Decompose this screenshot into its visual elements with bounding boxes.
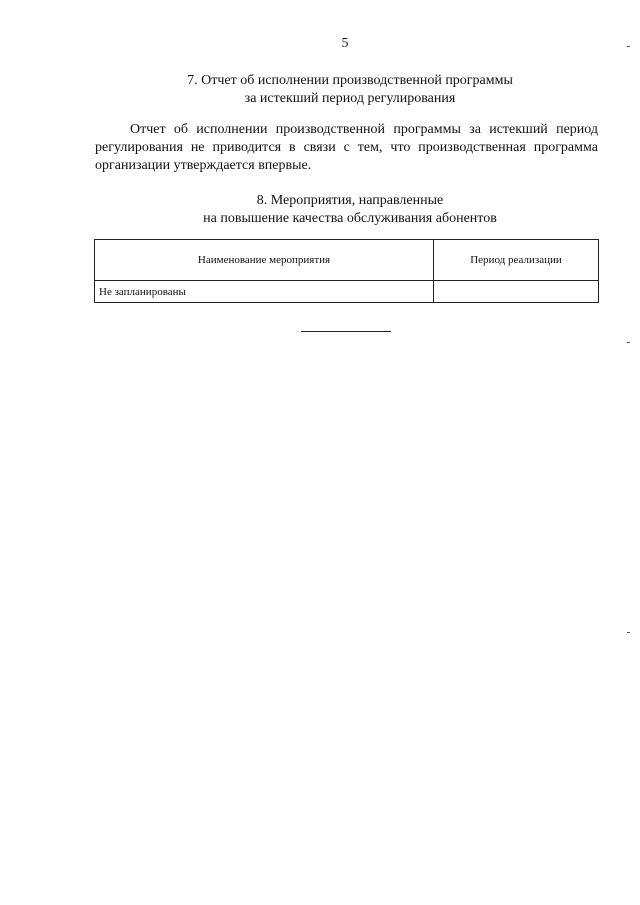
section-8-title [100,192,600,228]
column-header-measure-name: Наименование мероприятия [95,240,434,281]
table-cell-period [434,281,599,303]
end-separator-line [301,331,391,332]
table-header-row [95,240,599,281]
section-8-title-line-2: на повышение качества обслуживания абонентов [203,211,497,226]
section-7-paragraph: Отчет об исполнении производственной программы за истекший период регулирования не приводится в связи с тем, что производственная программа организации утверждается впервые. [95,122,598,173]
scan-artifact-mark [627,46,630,47]
measures-table [94,239,599,303]
section-7-title-line-1: 7. Отчет об исполнении производственной программы [187,73,513,88]
scan-artifact-mark [627,342,630,343]
table-row [95,281,599,303]
column-header-period: Период реализации [434,240,599,281]
section-7-title-line-2: за истекший период регулирования [244,91,456,106]
page-number: 5 [341,36,349,51]
scan-artifact-mark [627,632,630,633]
table-cell-measure-name: Не запланированы [95,281,434,303]
section-7-title [100,72,600,108]
section-8-title-line-1: 8. Мероприятия, направленные [256,193,444,208]
